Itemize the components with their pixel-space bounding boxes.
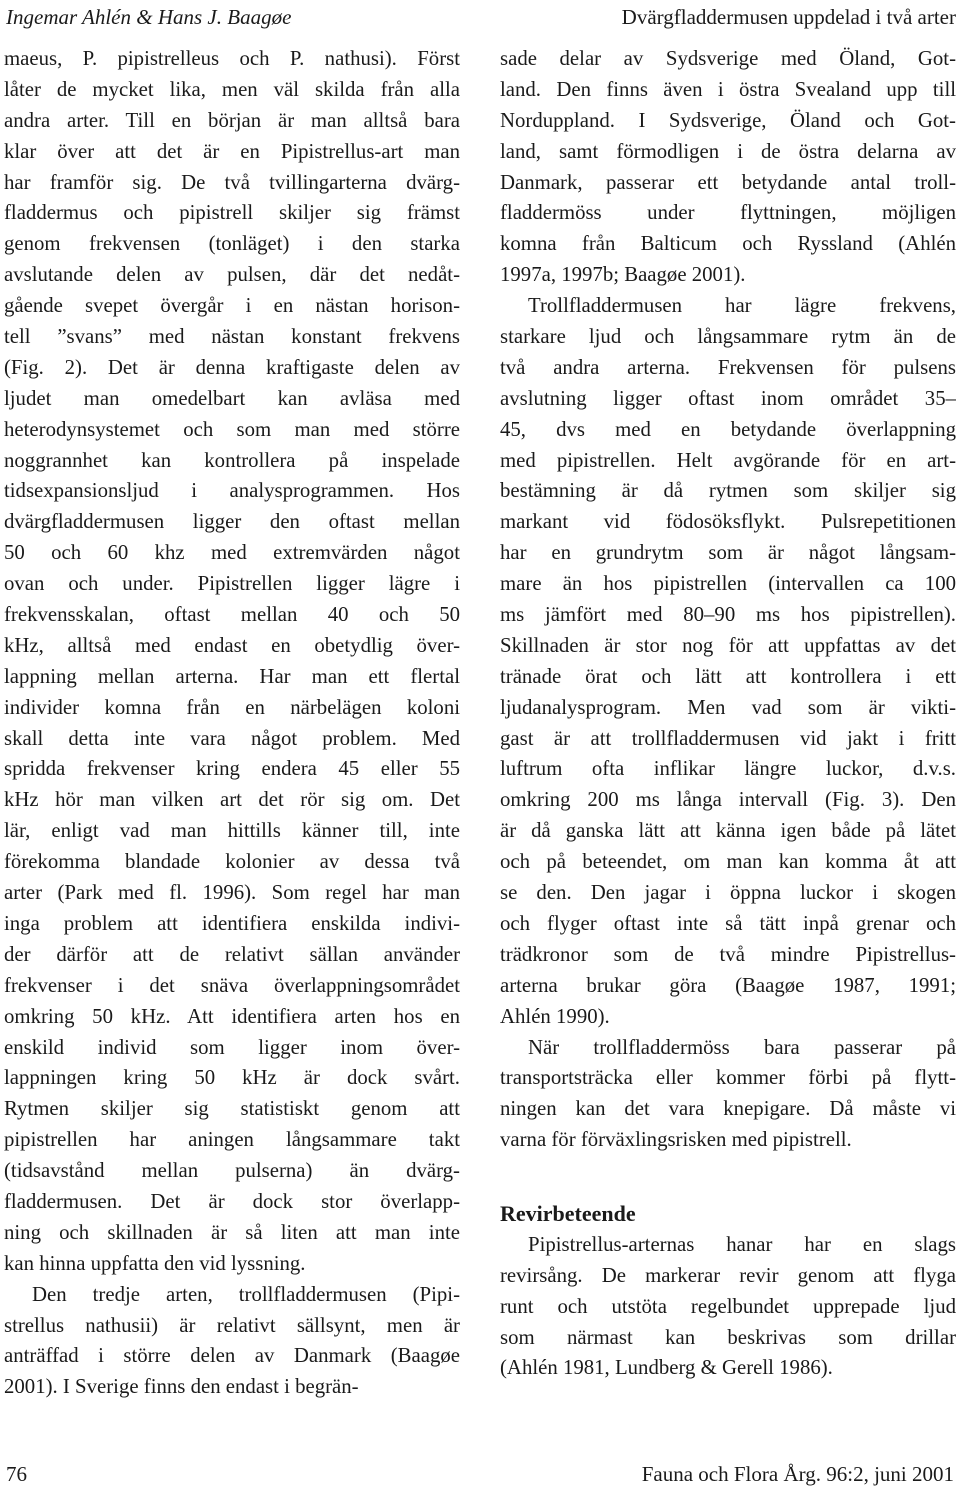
text-line: ning och skillnaden är så liten att man inte bbox=[4, 1220, 460, 1244]
text-line: Rytmen skiljer sig statistiskt genom att bbox=[4, 1097, 460, 1121]
text-line: ljudet man omedelbart kan avläsa med bbox=[4, 386, 460, 410]
text-line: Pipistrellus-arternas hanar har en slags bbox=[528, 1232, 956, 1256]
text-line: gast är att trollfladdermusen vid jakt i fritt bbox=[500, 726, 956, 750]
right-column bbox=[500, 44, 956, 1384]
text-line: förekomma blandade kolonier av dessa två bbox=[4, 850, 460, 874]
text-line: noggrannhet kan kontrollera på inspelade bbox=[4, 448, 460, 472]
text-line: se den. Den jagar i öppna luckor i skogen bbox=[500, 881, 956, 905]
text-line: der därför att de relativt sällan använder bbox=[4, 942, 460, 966]
text-line: och flyger oftast inte så tätt inpå grenar och bbox=[500, 911, 956, 935]
text-line: lär, enligt vad man hittills känner till, inte bbox=[4, 819, 460, 843]
page-footer bbox=[0, 1460, 960, 1490]
text-line: omkring 200 ms långa intervall (Fig. 3). Den bbox=[500, 788, 956, 812]
text-line: frekvensskalan, oftast mellan 40 och 50 bbox=[4, 603, 460, 627]
text-line: revirsång. De markerar revir genom att flyga bbox=[500, 1263, 956, 1287]
text-line: runt och utstöta regelbundet upprepade ljud bbox=[500, 1294, 956, 1318]
text-line: dvärgfladdermusen ligger den oftast mellan bbox=[4, 510, 460, 534]
text-line: 45, dvs med en betydande överlappning bbox=[500, 417, 956, 441]
title-header: Dvärgfladdermusen uppdelad i två arter bbox=[621, 5, 956, 29]
text-line: 50 och 60 khz med extremvärden något bbox=[4, 541, 460, 565]
left-column bbox=[4, 44, 460, 1403]
text-line: som närmast kan beskrivas som drillar bbox=[500, 1325, 956, 1349]
text-line: land, samt förmodligen i de östra delarna av bbox=[500, 139, 956, 163]
text-line: maeus, P. pipistrelleus och P. nathusi). Först bbox=[4, 47, 460, 70]
text-line: 2001). I Sverige finns den endast i begrän- bbox=[4, 1375, 359, 1399]
text-line: två andra arterna. Frekvensen för pulsens bbox=[500, 355, 956, 379]
text-line: omkring 50 kHz. Att identifiera arten hos en bbox=[4, 1004, 460, 1028]
text-line: genom frekvensen (tonläget) i den starka bbox=[4, 232, 460, 256]
text-line: mare än hos pipistrellen (intervallen ca 100 bbox=[500, 572, 956, 596]
text-line: ms jämfört med 80–90 ms hos pipistrellen). bbox=[500, 603, 956, 627]
text-line: När trollfladdermöss bara passerar på bbox=[528, 1035, 956, 1059]
text-line: lappningen kring 50 kHz är dock svårt. bbox=[4, 1066, 460, 1090]
journal-citation: Fauna och Flora Årg. 96:2, juni 2001 bbox=[641, 1462, 954, 1486]
text-line: tidsexpansionsljud i analysprogrammen. Hos bbox=[4, 479, 460, 503]
text-line: Danmark, passerar ett betydande antal troll- bbox=[500, 170, 956, 194]
text-line: tell ”svans” med nästan konstant frekvens bbox=[4, 325, 460, 349]
text-line: är då ganska lätt att känna igen både på lätet bbox=[500, 819, 956, 843]
text-line: (Fig. 2). Det är denna kraftigaste delen av bbox=[4, 355, 460, 379]
text-line: Skillnaden är stor nog för att uppfattas av det bbox=[500, 633, 956, 657]
text-line: inga problem att identifiera enskilda indivi- bbox=[4, 911, 460, 935]
text-line: kan hinna uppfatta den vid lyssning. bbox=[4, 1251, 306, 1275]
text-line: Norduppland. I Sydsverige, Öland och Got- bbox=[500, 108, 956, 132]
text-line: lappning mellan arterna. Har man ett flertal bbox=[4, 664, 460, 688]
text-line: fladdermus och pipistrell skiljer sig främst bbox=[4, 201, 460, 225]
text-line: (tidsavstånd mellan pulserna) än dvärg- bbox=[4, 1159, 460, 1183]
text-line: transportsträcka eller kommer förbi på flytt- bbox=[500, 1066, 956, 1090]
text-line: anträffad i större delen av Danmark (Baagøe bbox=[4, 1344, 460, 1368]
text-line: frekvenser i det snäva överlappningsområdet bbox=[4, 973, 460, 997]
text-line: bestämning är då rytmen som skiljer sig bbox=[500, 479, 956, 503]
text-line: trädkronor som de två mindre Pipistrellus- bbox=[500, 942, 956, 966]
text-line: har framför sig. De två tvillingarterna dvärg- bbox=[4, 170, 460, 194]
text-line: tränade örat och lätt att kontrollera i ett bbox=[500, 664, 956, 688]
text-line: (Ahlén 1981, Lundberg & Gerell 1986). bbox=[500, 1356, 833, 1380]
text-line: strellus nathusii) är relativt sällsynt, men är bbox=[4, 1313, 460, 1337]
page-number: 76 bbox=[6, 1462, 27, 1486]
running-head bbox=[0, 0, 960, 34]
text-line: markant vid födosöksflykt. Pulsrepetitionen bbox=[500, 510, 956, 534]
text-line: ningen kan det vara knepigare. Då måste vi bbox=[500, 1097, 956, 1121]
author-header: Ingemar Ahlén & Hans J. Baagøe bbox=[6, 5, 292, 29]
text-line: kHz, alltså med endast en obetydlig över- bbox=[4, 633, 460, 657]
text-line: komna från Balticum och Ryssland (Ahlén bbox=[500, 232, 956, 256]
text-line: land. Den finns även i östra Svealand upp till bbox=[500, 77, 956, 101]
text-line: arterna brukar göra (Baagøe 1987, 1991; bbox=[500, 973, 956, 997]
text-line: varna för förväxlingsrisken med pipistrell. bbox=[500, 1128, 852, 1152]
text-line: klar över att det är en Pipistrellus-art man bbox=[4, 139, 460, 163]
text-line: har en grundrytm som är något långsam- bbox=[500, 541, 956, 565]
text-line: avslutande delen av pulsen, där det nedåt- bbox=[4, 263, 460, 287]
text-line: med pipistrellen. Helt avgörande för en art- bbox=[500, 448, 956, 472]
text-line: Trollfladdermusen har lägre frekvens, bbox=[528, 294, 956, 318]
text-line: enskild individ som ligger inom över- bbox=[4, 1035, 460, 1059]
text-line: sade delar av Sydsverige med Öland, Got- bbox=[500, 47, 956, 70]
text-line: kHz hör man vilken art det rör sig om. Det bbox=[4, 788, 460, 812]
text-line: fladdermöss under flyttningen, möjligen bbox=[500, 201, 956, 225]
text-line: starkare ljud och långsammare rytm än de bbox=[500, 325, 956, 349]
text-line: 1997a, 1997b; Baagøe 2001). bbox=[500, 263, 746, 287]
text-line: andra arter. Till en början är man alltså bara bbox=[4, 108, 460, 132]
section-heading: Revirbeteende bbox=[500, 1200, 636, 1226]
text-line: fladdermusen. Det är dock stor överlapp- bbox=[4, 1189, 460, 1213]
text-line: spridda frekvenser kring endera 45 eller 55 bbox=[4, 757, 460, 781]
text-line: heterodynsystemet och som man med större bbox=[4, 417, 460, 441]
text-line: individer komna från en närbelägen koloni bbox=[4, 695, 460, 719]
text-line: avslutning ligger oftast inom området 35– bbox=[500, 386, 956, 410]
text-line: gående svepet övergår i en nästan horison- bbox=[4, 294, 460, 318]
text-line: skall detta inte vara något problem. Med bbox=[4, 726, 460, 750]
text-line: låter de mycket lika, men väl skilda från alla bbox=[4, 77, 460, 101]
text-line: och på beteendet, om man kan komma åt att bbox=[500, 850, 956, 874]
text-line: Ahlén 1990). bbox=[500, 1004, 610, 1028]
text-line: Den tredje arten, trollfladdermusen (Pipi- bbox=[32, 1282, 460, 1306]
text-line: ovan och under. Pipistrellen ligger lägre i bbox=[4, 572, 460, 596]
text-line: pipistrellen har aningen långsammare takt bbox=[4, 1128, 460, 1152]
text-line: luftrum ofta inflikar längre luckor, d.v.s. bbox=[500, 757, 956, 781]
text-line: arter (Park med fl. 1996). Som regel har man bbox=[4, 881, 460, 905]
text-line: ljudanalysprogram. Men vad som är vikti- bbox=[500, 695, 956, 719]
